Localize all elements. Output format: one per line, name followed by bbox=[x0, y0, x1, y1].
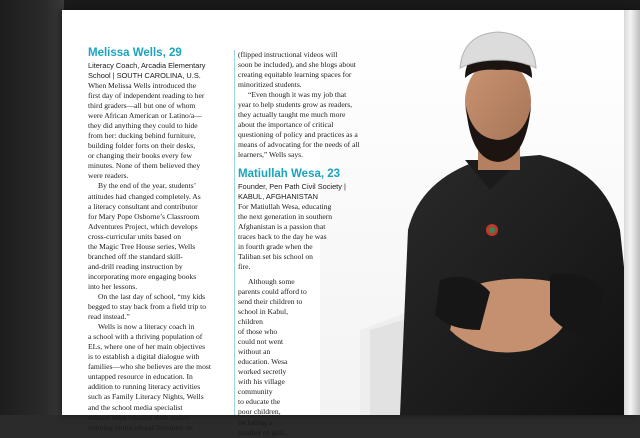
profile-heading-wells: Melissa Wells, 29 bbox=[88, 47, 182, 59]
text-line: including a bbox=[238, 417, 272, 427]
text-line: Taliban set his school on bbox=[238, 251, 313, 261]
text-line: incorporating more engaging books bbox=[88, 271, 197, 281]
text-line: were readers. bbox=[88, 171, 129, 181]
paragraph-wesa-2 bbox=[238, 277, 313, 438]
text-line: fire. bbox=[238, 261, 251, 271]
column-2 bbox=[238, 50, 386, 438]
text-line: the next generation in southern bbox=[238, 211, 333, 221]
text-line: poor children, bbox=[238, 407, 281, 417]
text-line: first day of independent reading to her bbox=[88, 91, 205, 101]
profile-heading-wesa: Matiullah Wesa, 23 bbox=[238, 167, 341, 180]
paragraph-1 bbox=[88, 81, 236, 181]
text-line: untapped resource in education. In bbox=[88, 372, 193, 382]
text-line: a school with a thriving population of bbox=[88, 332, 203, 342]
text-line: they did anything they could to hide bbox=[88, 121, 198, 131]
text-line: ELs, where one of her main objectives bbox=[88, 342, 206, 352]
text-line: such as Family Literacy Nights, Wells bbox=[88, 392, 204, 402]
profile-role-wesa bbox=[238, 182, 386, 202]
text-line: is to establish a digital dialogue with bbox=[88, 352, 200, 362]
magazine-page bbox=[62, 10, 638, 437]
role-line: Founder, Pen Path Civil Society | bbox=[238, 181, 346, 191]
text-line: year to help students grow as readers, bbox=[238, 100, 353, 110]
text-line: send their children to bbox=[238, 296, 303, 306]
text-line: attitudes had changed completely. As bbox=[88, 191, 201, 201]
paragraph-continued bbox=[238, 50, 386, 90]
text-line: or changing their books every few bbox=[88, 151, 192, 161]
text-line: from her: ducking behind furniture, bbox=[88, 131, 196, 141]
text-line: building folder forts on their desks, bbox=[88, 141, 196, 151]
text-line: winning multicultural literature on bbox=[88, 422, 193, 432]
text-line: questioning of policy and practices as a bbox=[238, 130, 358, 140]
paragraph-wesa-1 bbox=[238, 202, 386, 272]
text-line: traces back to the day he was bbox=[238, 231, 327, 241]
column-divider bbox=[234, 50, 235, 415]
text-line: they actually taught me much more bbox=[238, 110, 346, 120]
text-line: “Even though it was my job that bbox=[248, 90, 347, 100]
text-line: soon be included), and she blogs about bbox=[238, 60, 356, 70]
text-line: branched off the standard skill- bbox=[88, 251, 183, 261]
text-line: for Mary Pope Osborne’s Classroom bbox=[88, 211, 200, 221]
role-line: School | SOUTH CAROLINA, U.S. bbox=[88, 71, 201, 80]
text-line: into her lessons. bbox=[88, 281, 138, 291]
text-line: a literacy consultant and contributor bbox=[88, 201, 198, 211]
text-line: community bbox=[238, 387, 273, 397]
text-line: could not went bbox=[238, 337, 284, 347]
text-line: Afghanistan is a passion that bbox=[238, 221, 326, 231]
text-line: parents could afford to bbox=[238, 286, 307, 296]
paragraph-2 bbox=[88, 181, 236, 292]
text-line: means of advocating for the needs of all bbox=[238, 140, 360, 150]
text-line: families—who she believes are the most bbox=[88, 362, 211, 372]
text-line: of those who bbox=[238, 327, 278, 337]
role-line: Literacy Coach, Arcadia Elementary bbox=[88, 61, 206, 70]
text-line: Adventures Project, which develops bbox=[88, 221, 198, 231]
text-line: By the end of the year, students’ bbox=[98, 181, 197, 191]
text-line: addition to running literacy activities bbox=[88, 382, 201, 392]
paragraph-4 bbox=[88, 322, 236, 433]
text-line: without an bbox=[238, 347, 271, 357]
paragraph-3 bbox=[88, 292, 236, 322]
text-line: minutes. None of them believed they bbox=[88, 161, 201, 171]
text-line: with his village bbox=[238, 377, 285, 387]
text-line: number of girls, bbox=[238, 427, 287, 437]
text-line: school in Kabul, children bbox=[238, 306, 288, 327]
text-line: worked secretly bbox=[238, 367, 287, 377]
text-line: the Magic Tree House series, Wells bbox=[88, 241, 196, 251]
viewer-top-strip bbox=[0, 0, 640, 10]
text-line: about the importance of critical bbox=[238, 120, 334, 130]
text-line: third graders—all but one of whom bbox=[88, 101, 196, 111]
text-line: learners,” Wells says. bbox=[238, 150, 304, 160]
text-line: begged to stay back from a field trip to bbox=[88, 302, 207, 312]
text-line: When Melissa Wells introduced the bbox=[88, 81, 197, 90]
text-line: in fourth grade when the bbox=[238, 241, 313, 251]
text-line: For Matiullah Wesa, educating bbox=[238, 201, 332, 211]
text-line: On the last day of school, “my kids bbox=[98, 291, 206, 301]
page-edge bbox=[624, 10, 640, 415]
quote-paragraph bbox=[238, 90, 386, 160]
text-line: and-drill reading instruction by bbox=[88, 261, 183, 271]
text-line: and the school media specialist bbox=[88, 402, 183, 412]
profile-role-wells bbox=[88, 61, 236, 81]
text-line: creating equitable learning spaces for bbox=[238, 70, 352, 80]
text-line: were African American or Latino/a— bbox=[88, 111, 202, 121]
text-line: Wells is now a literacy coach in bbox=[98, 322, 195, 332]
text-line: minoritized students. bbox=[238, 80, 302, 90]
text-line: to educate the bbox=[238, 397, 281, 407]
text-line: (flipped instructional videos will bbox=[238, 50, 338, 59]
viewer-left-panel bbox=[0, 0, 64, 415]
column-1 bbox=[88, 46, 236, 433]
text-line: cross-curricular units based on bbox=[88, 231, 181, 241]
text-line: read instead.” bbox=[88, 312, 130, 322]
text-line: created book bundles with award- bbox=[88, 412, 191, 422]
text-line: education. Wesa bbox=[238, 357, 288, 367]
role-line: KABUL, AFGHANISTAN bbox=[238, 191, 318, 201]
text-line: Although some bbox=[248, 276, 295, 286]
